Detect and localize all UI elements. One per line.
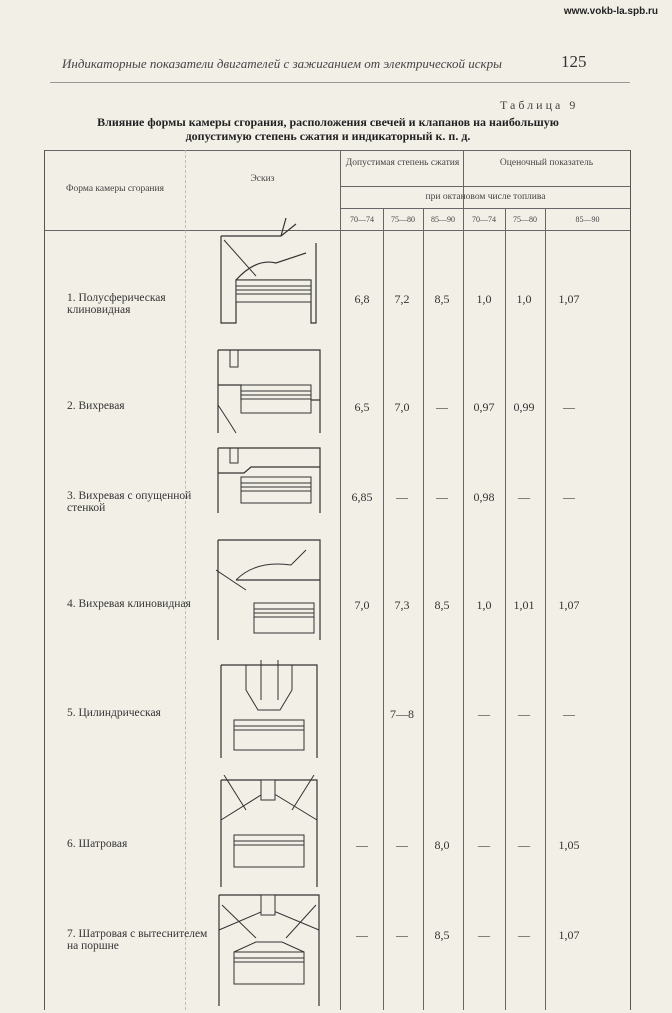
data-table [44, 150, 631, 1010]
value-cell: — [518, 928, 530, 942]
value-cell: — [518, 707, 530, 721]
sketch-hemispherical-wedge [216, 218, 322, 328]
value-cell: — [563, 490, 575, 504]
value-cell: — [478, 707, 490, 721]
value-cell: 8,5 [434, 598, 450, 612]
value-cell: 6,5 [354, 400, 370, 414]
value-cell: 8,5 [434, 928, 450, 942]
col-header-compression: Допустимая степень сжатия [345, 158, 460, 168]
value-cell: — [396, 928, 408, 942]
row-label: 4. Вихревая клиновидная [67, 598, 191, 610]
col-header-octane: при октановом числе топлива [425, 192, 546, 202]
value-cell: — [356, 838, 368, 852]
col-rule-5 [463, 150, 464, 1010]
octane-range-5: 75—80 [513, 215, 537, 224]
caption-line-1: Влияние формы камеры сгорания, расположения свечей и клапанов на наибольшую [97, 115, 559, 129]
running-head: Индикаторные показатели двигателей с зажиганием от электрической искры [62, 56, 502, 71]
octane-range-2: 75—80 [391, 215, 415, 224]
sketch-swirl [216, 345, 322, 435]
col-rule-7 [545, 208, 546, 1010]
row-label: 7. Шатровая с вытеснителем на поршне [67, 928, 208, 952]
caption-line-2: допустимую степень сжатия и индикаторный к. п. д. [185, 129, 471, 143]
value-cell: — [396, 838, 408, 852]
value-cell: 1,05 [558, 838, 580, 852]
value-cell: — [563, 707, 575, 721]
col-header-indicator: Оценочный показатель [499, 158, 594, 168]
sketch-pent-roof [216, 775, 322, 890]
header-bottom-rule [45, 230, 630, 231]
value-cell: 0,97 [473, 400, 495, 414]
sketch-swirl-lowered-wall [216, 445, 322, 515]
octane-range-6: 85—90 [575, 215, 600, 224]
header-mid-rule [340, 186, 630, 187]
value-cell: — [518, 838, 530, 852]
col-rule-2 [340, 150, 341, 1010]
value-cell: — [396, 490, 408, 504]
table-label: Таблица 9 [500, 98, 579, 112]
table-top-rule [45, 150, 630, 151]
value-cell: 7,0 [354, 598, 370, 612]
watermark: www.vokb-la.spb.ru [563, 6, 658, 17]
value-cell: 0,98 [473, 490, 495, 504]
value-cell: — [518, 490, 530, 504]
value-cell: — [436, 400, 448, 414]
row-label: 1. Полусферическая клиновидная [67, 292, 166, 316]
value-cell: 8,0 [434, 838, 450, 852]
octane-range-1: 70—74 [350, 215, 374, 224]
header-rule [50, 82, 630, 83]
value-cell: — [563, 400, 575, 414]
page-number: 125 [561, 52, 587, 71]
value-cell: — [436, 490, 448, 504]
col-header-sketch: Эскиз [250, 174, 275, 184]
value-cell: 7,3 [394, 598, 410, 612]
row-label: 5. Цилиндрическая [67, 707, 161, 719]
value-cell: 7,2 [394, 292, 410, 306]
col-header-chamber: Форма камеры сгорания [66, 184, 164, 194]
sketch-pent-roof-displacer [216, 890, 322, 1008]
value-cell: 1,0 [476, 292, 492, 306]
octane-range-4: 70—74 [472, 215, 496, 224]
value-cell: 1,01 [513, 598, 535, 612]
table-caption [58, 115, 598, 143]
value-cell: 1,07 [558, 928, 580, 942]
value-cell: — [356, 928, 368, 942]
sketch-cylindrical [216, 660, 322, 760]
value-cell: 8,5 [434, 292, 450, 306]
value-cell: 7,0 [394, 400, 410, 414]
value-cell: 1,07 [558, 292, 580, 306]
row-label: 6. Шатровая [67, 838, 128, 850]
sketch-swirl-wedge [216, 535, 322, 645]
value-cell: — [478, 838, 490, 852]
value-cell: 1,0 [476, 598, 492, 612]
value-cell: 6,8 [354, 292, 370, 306]
value-cell: 6,85 [351, 490, 373, 504]
value-cell: 7—8 [390, 707, 414, 721]
value-cell: 0,99 [513, 400, 535, 414]
row-label: 3. Вихревая с опущенной стенкой [67, 490, 192, 514]
row-label: 2. Вихревая [67, 400, 125, 412]
value-cell: 1,07 [558, 598, 580, 612]
col-rule-1 [185, 150, 186, 1010]
value-cell: 1,0 [516, 292, 532, 306]
octane-range-3: 85—90 [431, 215, 455, 224]
value-cell: — [478, 928, 490, 942]
